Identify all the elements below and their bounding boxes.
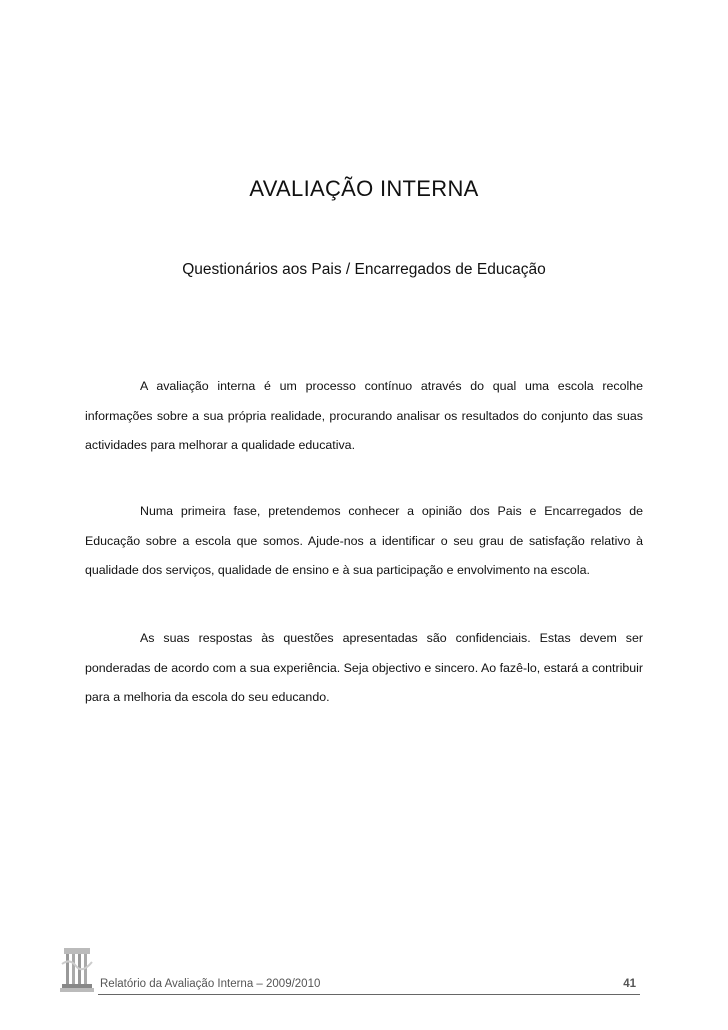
school-building-icon: [60, 944, 96, 996]
paragraph-confidentiality: As suas respostas às questões apresentadas são confidenciais. Estas devem ser ponderadas de acordo com a sua experiência. Seja objectivo e sincero. Ao fazê-lo, estará a contribuir para a melhoria da escola do seu educando.: [85, 631, 643, 704]
paragraph-intro: A avaliação interna é um processo contínuo através do qual uma escola recolhe informações sobre a sua própria realidade, procurando analisar os resultados do conjunto das suas actividades para melhorar a qualidade educativa.: [85, 379, 643, 452]
paragraph-purpose: Numa primeira fase, pretendemos conhecer a opinião dos Pais e Encarregados de Educação sobre a escola que somos. Ajude-nos a identificar o seu grau de satisfação relativo à qualidade dos serviços, qualidade de ensino e à sua participação e envolvimento na escola.: [85, 504, 643, 577]
page-title: AVALIAÇÃO INTERNA: [249, 176, 479, 201]
footer-rule: [98, 994, 640, 995]
footer-title: Relatório da Avaliação Interna – 2009/2010: [100, 978, 321, 990]
page-number: 41: [623, 978, 636, 990]
page-footer: [60, 944, 650, 1000]
page-subtitle: Questionários aos Pais / Encarregados de Educação: [182, 261, 546, 278]
